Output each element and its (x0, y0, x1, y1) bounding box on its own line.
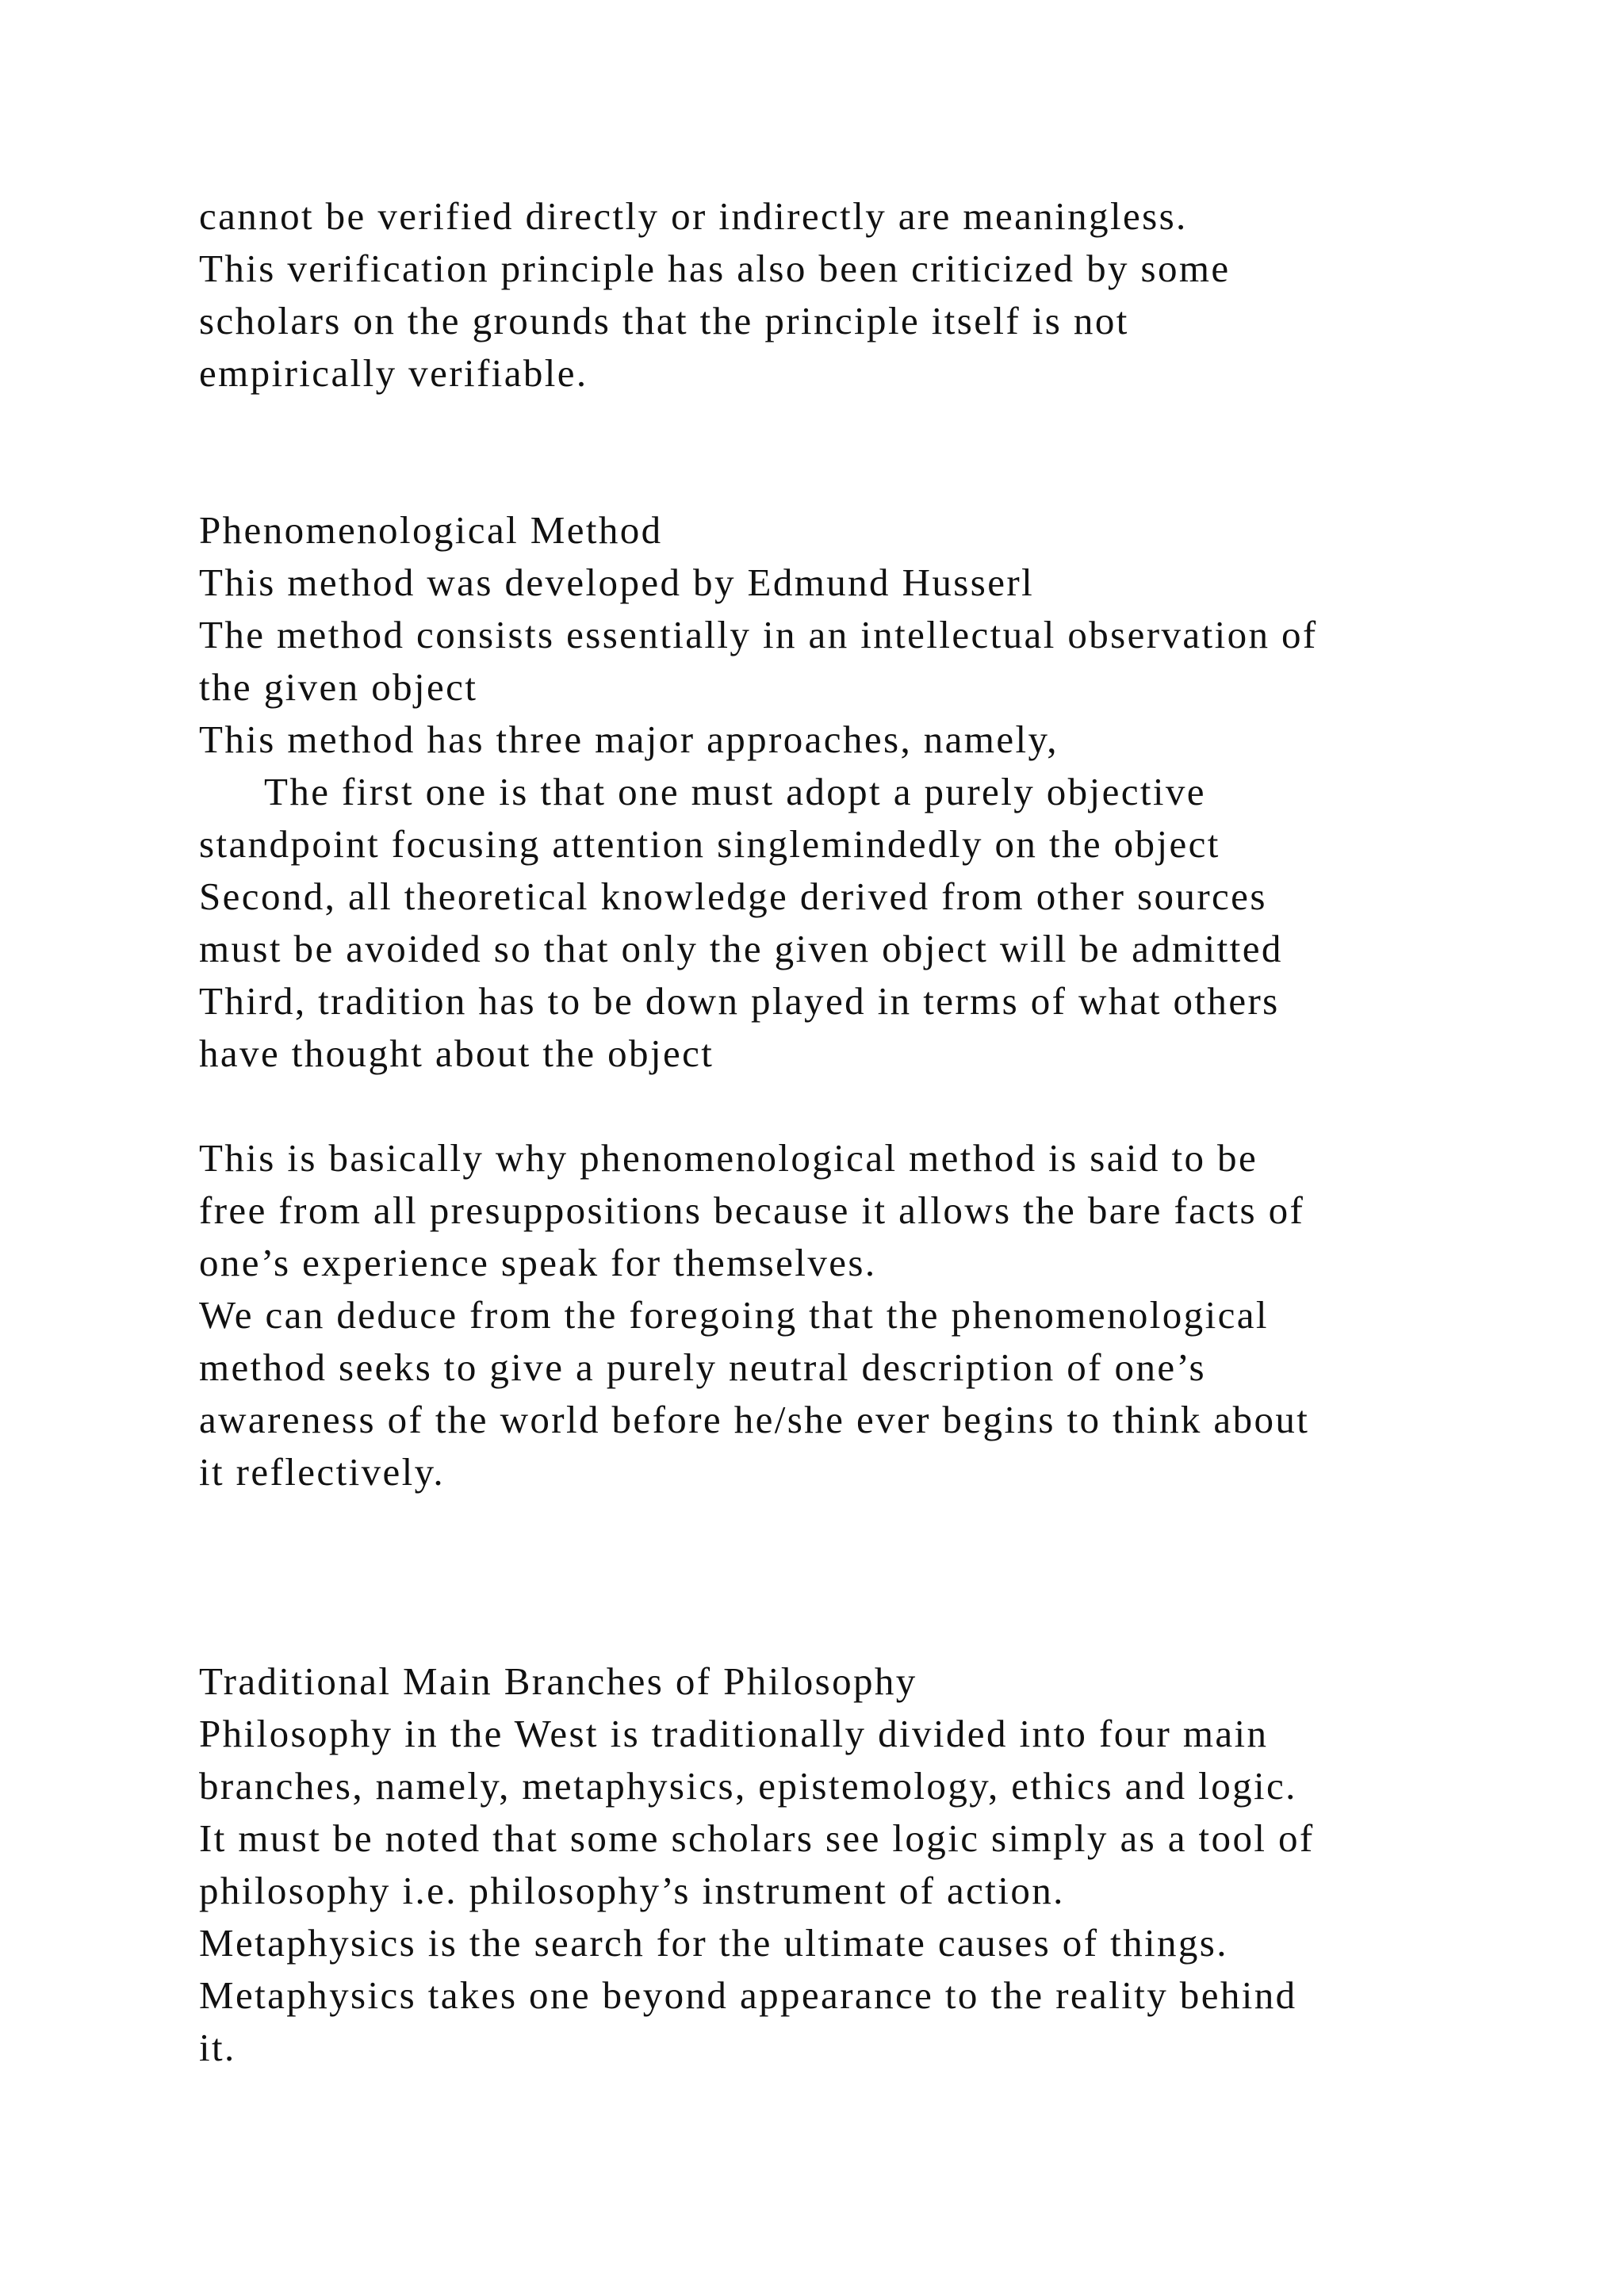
text-line: it. (199, 2026, 236, 2069)
text-line: This is basically why phenomenological method is said to be (199, 1136, 1258, 1180)
text-line: philosophy i.e. philosophy’s instrument of action. (199, 1869, 1065, 1912)
text-line: the given object (199, 665, 478, 709)
text-line: free from all presuppositions because it allows the bare facts of (199, 1188, 1305, 1232)
text-line: it reflectively. (199, 1450, 446, 1494)
text-line: empirically verifiable. (199, 351, 588, 395)
section-heading: Phenomenological Method (199, 508, 663, 552)
text-line: Metaphysics is the search for the ultimate causes of things. (199, 1921, 1228, 1965)
text-line: Second, all theoretical knowledge derived from other sources (199, 874, 1267, 918)
text-line: have thought about the object (199, 1031, 714, 1075)
text-line: Philosophy in the West is traditionally divided into four main (199, 1712, 1269, 1755)
text-line: Metaphysics takes one beyond appearance to the reality behind (199, 1973, 1297, 2017)
text-line: It must be noted that some scholars see logic simply as a tool of (199, 1816, 1315, 1860)
text-line: We can deduce from the foregoing that the phenomenological (199, 1293, 1269, 1337)
section-heading: Traditional Main Branches of Philosophy (199, 1659, 917, 1703)
text-line: cannot be verified directly or indirectly are meaningless. (199, 194, 1188, 238)
text-line: This verification principle has also been criticized by some (199, 247, 1231, 290)
text-line: scholars on the grounds that the principle itself is not (199, 299, 1129, 342)
text-line: branches, namely, metaphysics, epistemology, ethics and logic. (199, 1764, 1297, 1808)
text-line: Third, tradition has to be down played in terms of what others (199, 979, 1280, 1023)
text-line: standpoint focusing attention singlemindedly on the object (199, 822, 1220, 866)
text-line: one’s experience speak for themselves. (199, 1241, 877, 1284)
text-line: This method has three major approaches, namely, (199, 718, 1059, 761)
text-line: The method consists essentially in an intellectual observation of (199, 613, 1318, 656)
text-line: method seeks to give a purely neutral description of one’s (199, 1345, 1206, 1389)
text-line: This method was developed by Edmund Husserl (199, 561, 1035, 604)
text-line: awareness of the world before he/she ever begins to think about (199, 1398, 1310, 1441)
text-line: The first one is that one must adopt a purely objective (264, 770, 1206, 813)
text-line: must be avoided so that only the given object will be admitted (199, 927, 1283, 970)
